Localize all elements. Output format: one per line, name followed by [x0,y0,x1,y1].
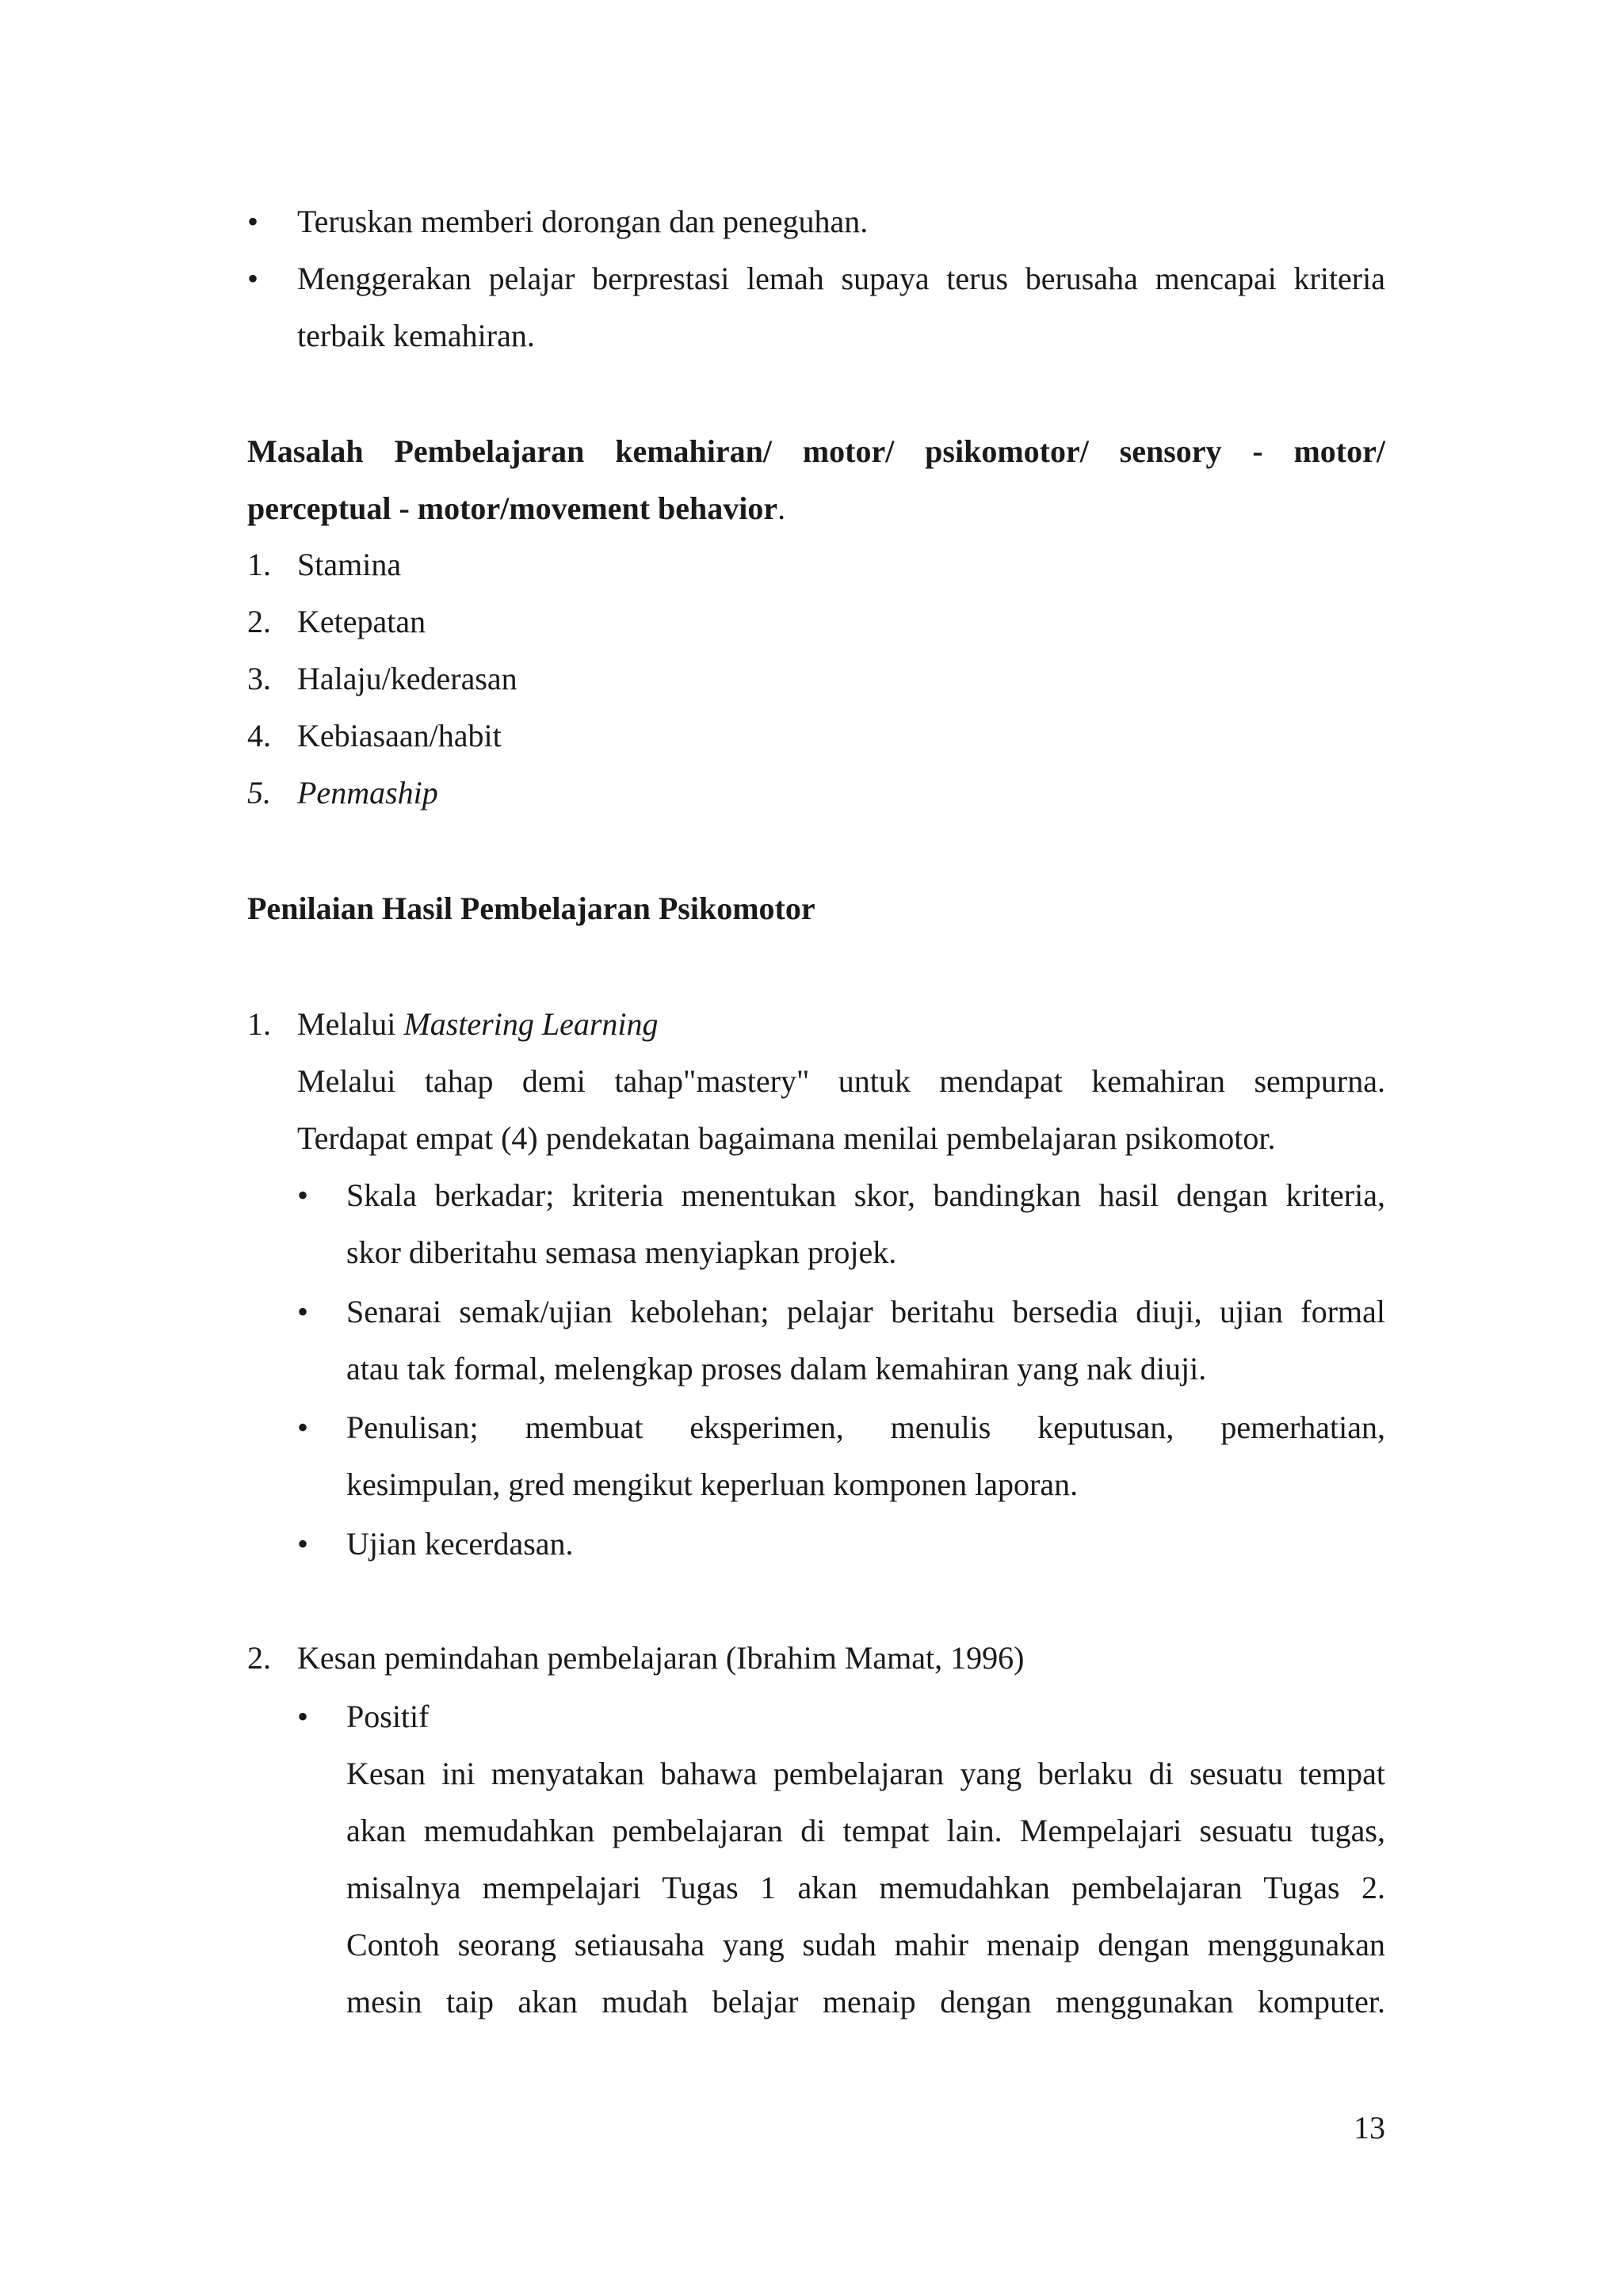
bullet-dot: • [297,1409,309,1445]
bullet-text-continued: kesimpulan, gred mengikut keperluan komponen laporan. [346,1466,1079,1502]
list-item: Kebiasaan/habit [297,718,502,753]
list-number: 3. [247,661,271,696]
paragraph-line: Melalui tahap demi tahap"mastery" untuk mendapat kemahiran sempurna. [297,1063,1385,1099]
list-number: 5. [247,775,271,810]
item-title-italic: Mastering Learning [403,1006,659,1042]
bullet-text-continued: skor diberitahu semasa menyiapkan projek. [346,1234,897,1270]
list-number: 1. [247,547,271,582]
list-item: Penmaship [297,775,438,810]
bullet-dot: • [247,261,259,296]
list-number: 1. [247,1006,271,1042]
list-item: Halaju/kederasan [297,661,517,696]
bullet-text: Menggerakan pelajar berprestasi lemah supaya terus berusaha mencapai kriteria [297,261,1385,296]
list-number: 4. [247,718,271,753]
bullet-text: Penulisan; membuat eksperimen, menulis keputusan, pemerhatian, [346,1409,1385,1445]
bullet-dot: • [297,1177,309,1213]
bullet-text-continued: atau tak formal, melengkap proses dalam kemahiran yang nak diuji. [346,1351,1207,1386]
bullet-dot: • [247,204,259,239]
paragraph-line: akan memudahkan pembelajaran di tempat lain. Mempelajari sesuatu tugas, [346,1813,1385,1848]
item-title-prefix: Melalui [297,1006,404,1042]
page-number: 13 [1354,2110,1385,2145]
section-heading: Masalah Pembelajaran kemahiran/ motor/ psikomotor/ sensory - motor/ [247,433,1385,469]
item-title [297,996,659,1053]
heading-bold-text: perceptual - motor/movement behavior [247,490,778,526]
bullet-text: Positif [346,1699,430,1734]
section-heading-continued [247,480,785,537]
bullet-dot: • [297,1526,309,1562]
paragraph-line: Terdapat empat (4) pendekatan bagaimana menilai pembelajaran psikomotor. [297,1120,1276,1156]
bullet-text-continued: terbaik kemahiran. [297,318,535,353]
list-number: 2. [247,1640,271,1676]
list-item: Stamina [297,547,402,582]
item-title: Kesan pemindahan pembelajaran (Ibrahim Mamat, 1996) [297,1640,1025,1676]
bullet-text: Senarai semak/ujian kebolehan; pelajar beritahu bersedia diuji, ujian formal [346,1294,1385,1329]
heading-tail: . [777,490,786,526]
bullet-dot: • [297,1294,309,1329]
list-item: Ketepatan [297,604,426,639]
paragraph-line: mesin taip akan mudah belajar menaip dengan menggunakan komputer. [346,1984,1385,2019]
bullet-text: Skala berkadar; kriteria menentukan skor, bandingkan hasil dengan kriteria, [346,1177,1385,1213]
list-number: 2. [247,604,271,639]
bullet-text: Teruskan memberi dorongan dan peneguhan. [297,204,869,239]
paragraph-line: Contoh seorang setiausaha yang sudah mahir menaip dengan menggunakan [346,1927,1385,1962]
section-heading: Penilaian Hasil Pembelajaran Psikomotor [247,891,815,926]
bullet-dot: • [297,1699,309,1734]
paragraph-line: Kesan ini menyatakan bahawa pembelajaran yang berlaku di sesuatu tempat [346,1756,1385,1791]
paragraph-line: misalnya mempelajari Tugas 1 akan memudahkan pembelajaran Tugas 2. [346,1870,1385,1905]
bullet-text: Ujian kecerdasan. [346,1526,574,1562]
